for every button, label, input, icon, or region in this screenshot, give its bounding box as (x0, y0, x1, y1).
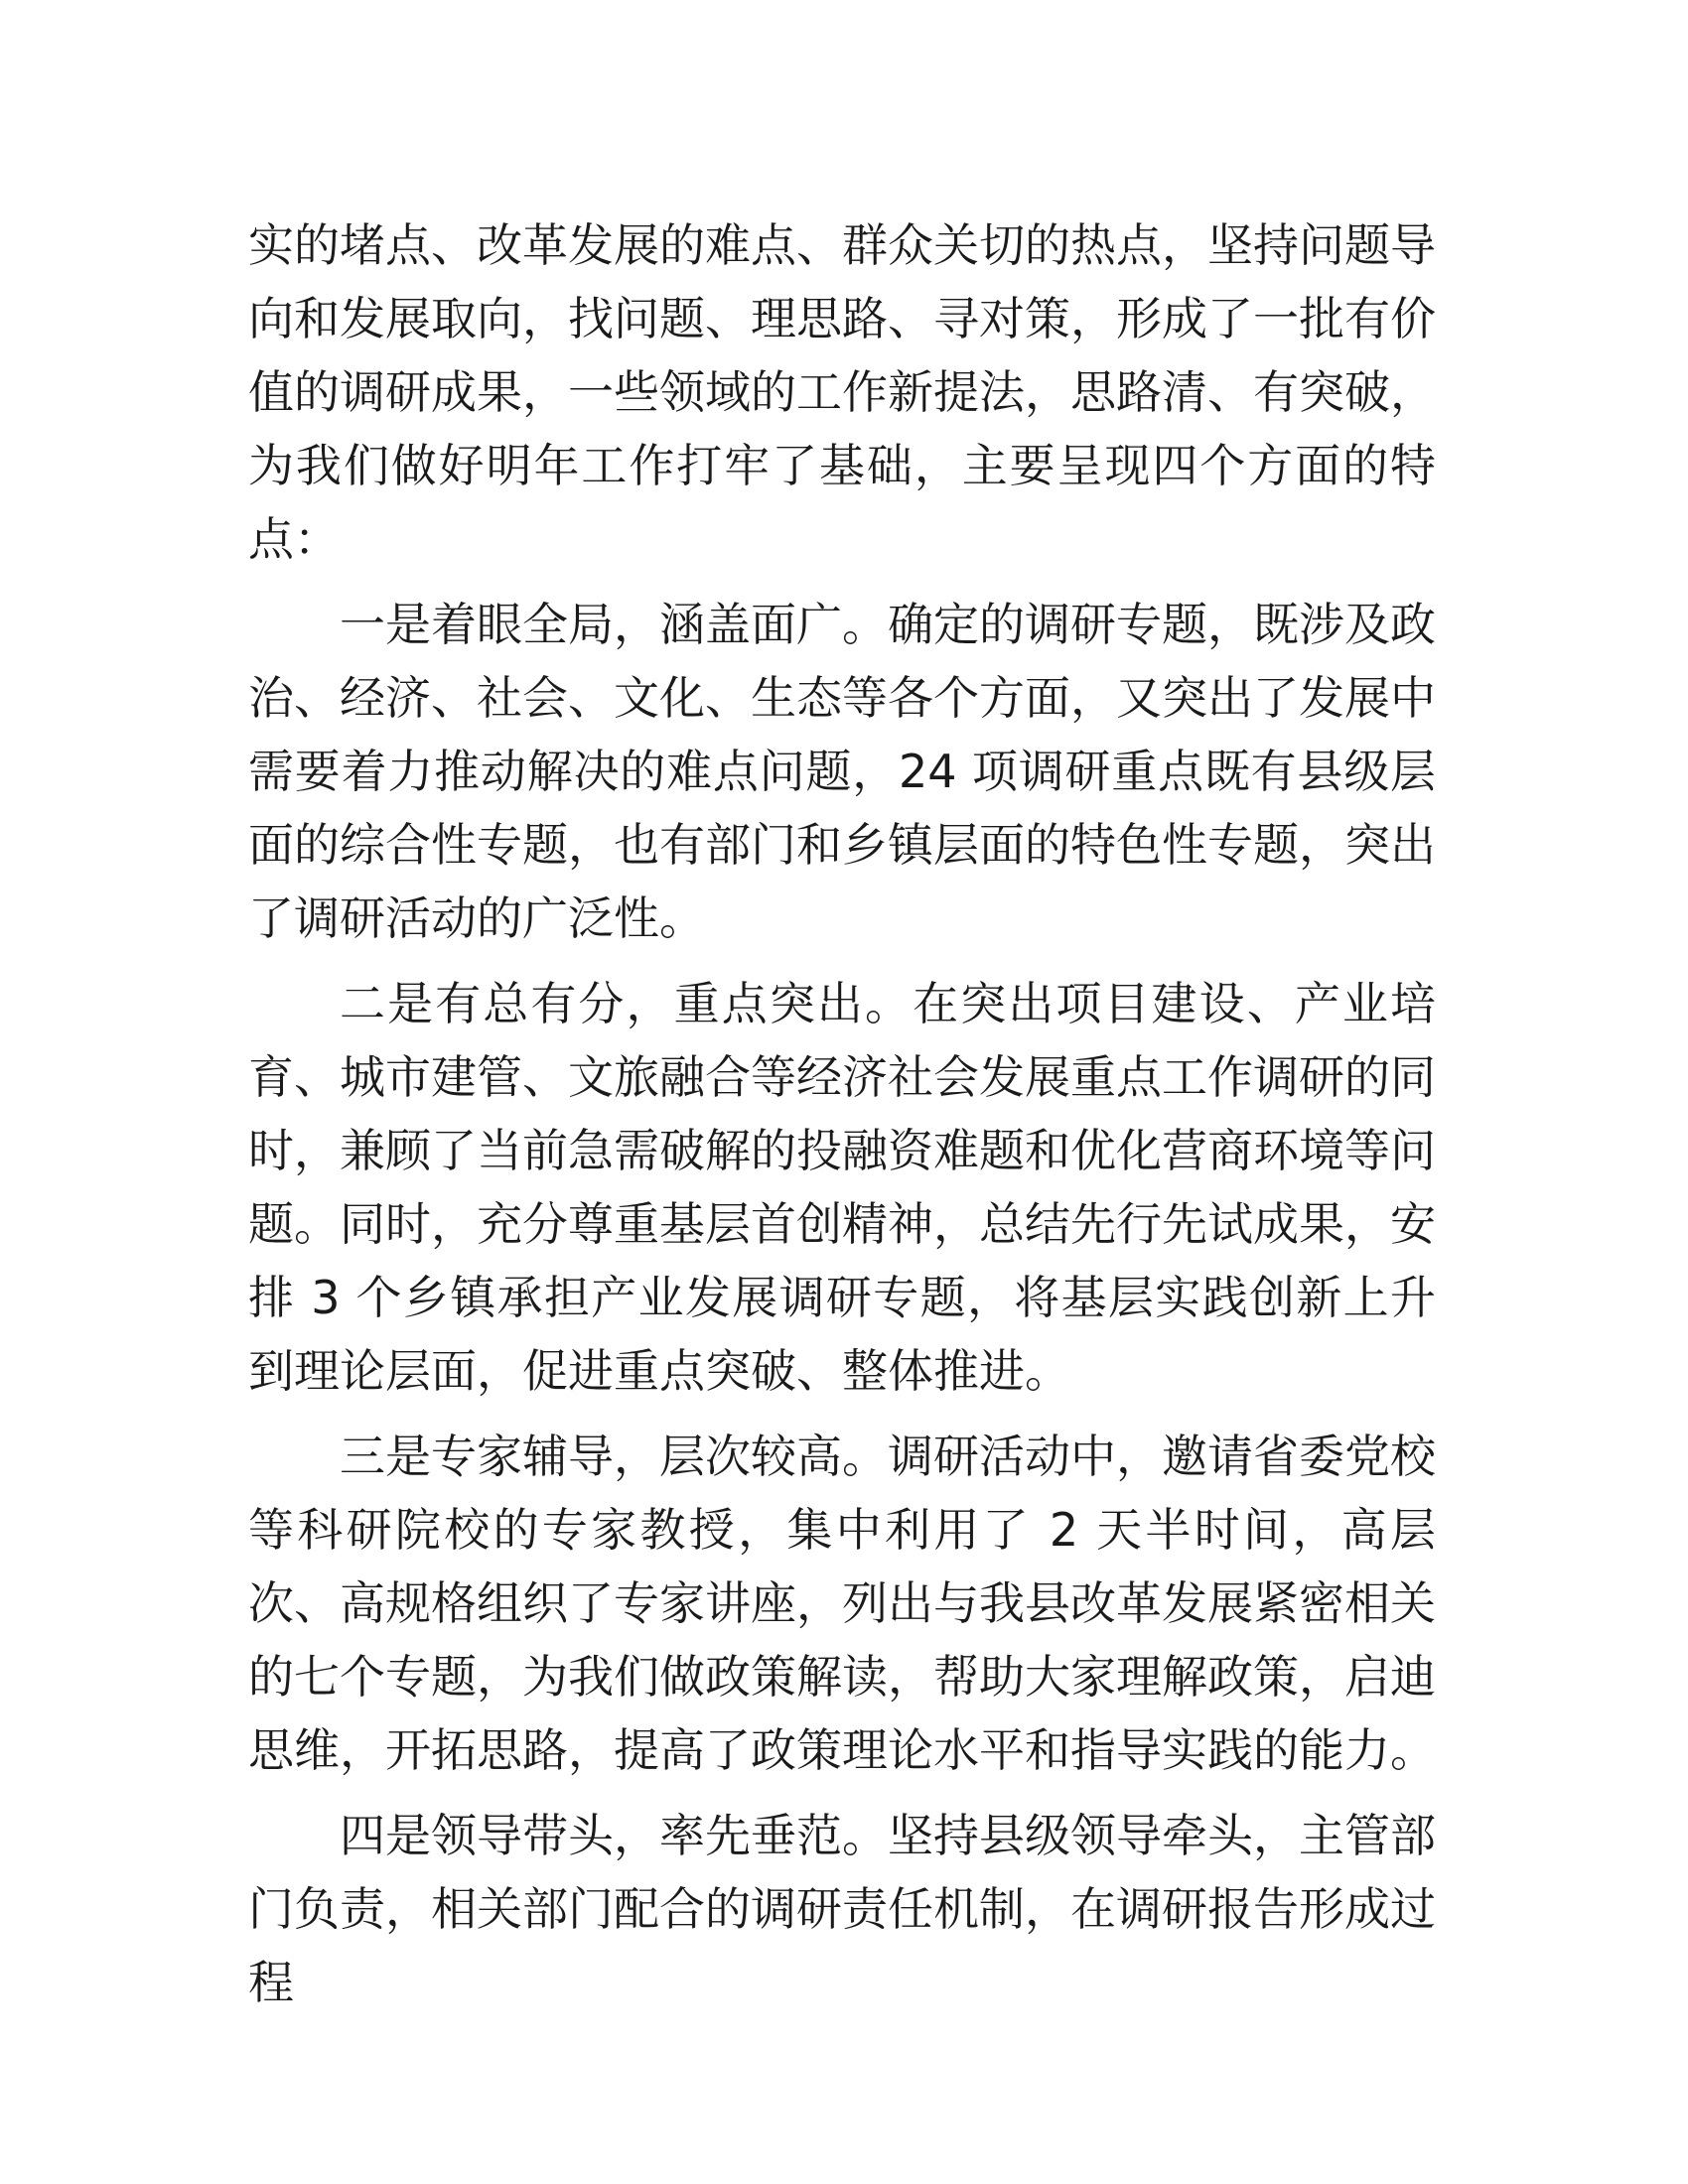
paragraph-point-one: 一是着眼全局，涵盖面广。确定的调研专题，既涉及政治、经济、社会、文化、生态等各个方面，又突出了发展中需要着力推动解决的难点问题，24 项调研重点既有县级层面的综合性专题，也有部门和乡镇层面的特色性专题，突出了调研活动的广泛性。 (248, 598, 1436, 945)
paragraph-point-two: 二是有总有分，重点突出。在突出项目建设、产业培育、城市建管、文旅融合等经济社会发展重点工作调研的同时，兼顾了当前急需破解的投融资难题和优化营商环境等问题。同时，充分尊重基层首创精神，总结先行先试成果，安排 3 个乡镇承担产业发展调研专题，将基层实践创新上升到理论层面，促进重点突破、整体推进。 (248, 977, 1436, 1398)
paragraph-intro: 实的堵点、改革发展的难点、群众关切的热点，坚持问题导向和发展取向，找问题、理思路、寻对策，形成了一批有价值的调研成果，一些领域的工作新提法，思路清、有突破，为我们做好明年工作打牢了基础，主要呈现四个方面的特点： (248, 218, 1436, 566)
paragraph-point-three: 三是专家辅导，层次较高。调研活动中，邀请省委党校等科研院校的专家教授，集中利用了 2 天半时间，高层次、高规格组织了专家讲座，列出与我县改革发展紧密相关的七个专题，为我们做政策解读，帮助大家理解政策，启迪思维，开拓思路，提高了政策理论水平和指导实践的能力。 (248, 1430, 1436, 1777)
paragraph-point-four: 四是领导带头，率先垂范。坚持县级领导牵头，主管部门负责，相关部门配合的调研责任机制，在调研报告形成过程 (248, 1809, 1436, 2009)
document-body (248, 208, 1436, 2031)
